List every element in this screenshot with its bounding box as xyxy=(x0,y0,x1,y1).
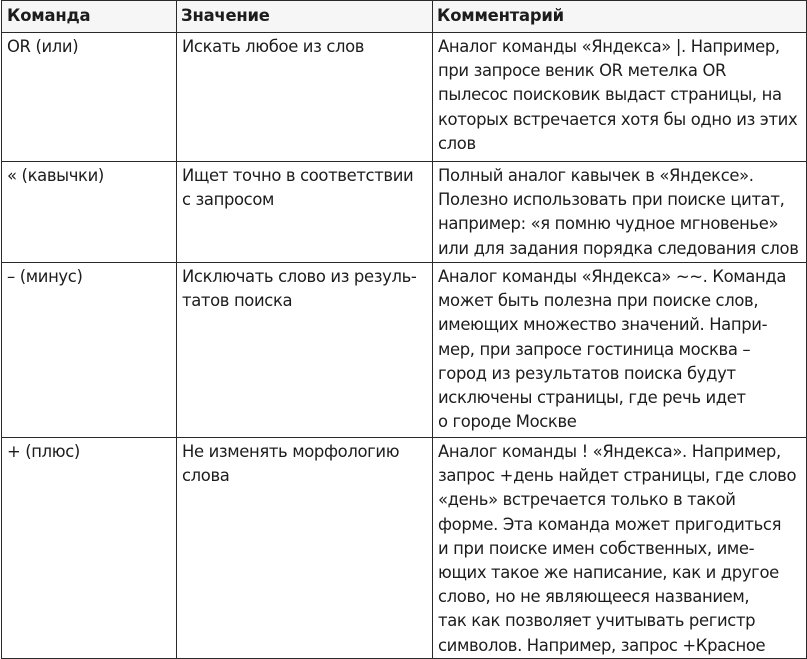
comment-line: символов. Например, запрос +Красное xyxy=(438,635,766,655)
command-cell: OR (или) xyxy=(2,33,177,162)
comment-line: Полезно использовать при поиске цитат, xyxy=(438,190,785,210)
comment-line: Полный аналог кавычек в «Яндексе». xyxy=(438,166,754,185)
comment-line: Аналог команды «Яндекса» ~~. Команда xyxy=(438,267,787,286)
table-header-row xyxy=(2,1,807,33)
comment-line: и при поиске имен собственных, име- xyxy=(438,538,755,558)
comment-line: Аналог команды «Яндекса» |. Например, xyxy=(438,37,780,56)
table-row xyxy=(2,33,807,162)
comment-line: Аналог команды ! «Яндекса». Например, xyxy=(438,442,781,461)
comment-line: запрос +день найдет страницы, где слово xyxy=(438,466,797,486)
table-row xyxy=(2,162,807,263)
comment-cell xyxy=(433,33,807,162)
comment-line: форме. Эта команда может пригодиться xyxy=(438,514,782,534)
comment-line: может быть полезна при поиске слов, xyxy=(438,291,759,311)
header-comment: Комментарий xyxy=(433,1,807,33)
comment-line: так как позволяет учитывать регистр xyxy=(438,611,756,631)
command-cell: « (кавычки) xyxy=(2,162,177,263)
comment-line: которых встречается хотя бы одно из этих xyxy=(438,109,798,129)
command-cell: + (плюс) xyxy=(2,438,177,659)
comment-line: исключены страницы, где речь идет xyxy=(438,387,746,407)
meaning-line: Исключать слово из резуль- xyxy=(182,267,417,286)
comment-cell xyxy=(433,438,807,659)
comment-line: о городе Москве xyxy=(438,412,577,432)
comment-line: имеющих множество значений. Напри- xyxy=(438,315,768,335)
comment-cell xyxy=(433,263,807,438)
meaning-line: Ищет точно в соответствии xyxy=(182,166,414,185)
comment-line: город из результатов поиска будут xyxy=(438,363,736,383)
meaning-cell xyxy=(177,162,433,263)
commands-table xyxy=(1,0,807,659)
comment-line: «день» встречается только в такой xyxy=(438,490,736,510)
meaning-cell xyxy=(177,438,433,659)
table-row xyxy=(2,438,807,659)
meaning-cell xyxy=(177,263,433,438)
comment-line: слов xyxy=(438,133,476,153)
table-row xyxy=(2,263,807,438)
comment-line: слово, но не являющееся названием, xyxy=(438,587,750,607)
comment-cell xyxy=(433,162,807,263)
meaning-line: с запросом xyxy=(182,190,275,210)
meaning-line: татов поиска xyxy=(182,291,293,311)
meaning-line: Искать любое из слов xyxy=(182,37,365,56)
header-command: Команда xyxy=(2,1,177,33)
meaning-line: Не изменять морфологию xyxy=(182,442,400,461)
comment-line: мер, при запросе гостиница москва – xyxy=(438,339,751,359)
comment-line: при запросе веник OR метелка OR xyxy=(438,61,727,81)
meaning-cell xyxy=(177,33,433,162)
comment-line: например: «я помню чудное мгновенье» xyxy=(438,214,779,234)
header-meaning: Значение xyxy=(177,1,433,33)
command-cell: – (минус) xyxy=(2,263,177,438)
meaning-line: слова xyxy=(182,466,230,486)
comment-line: ющих такое же написание, как и другое xyxy=(438,562,779,582)
comment-line: пылесос поисковик выдаст страницы, на xyxy=(438,85,782,105)
comment-line: или для задания порядка следования слов xyxy=(438,238,799,258)
